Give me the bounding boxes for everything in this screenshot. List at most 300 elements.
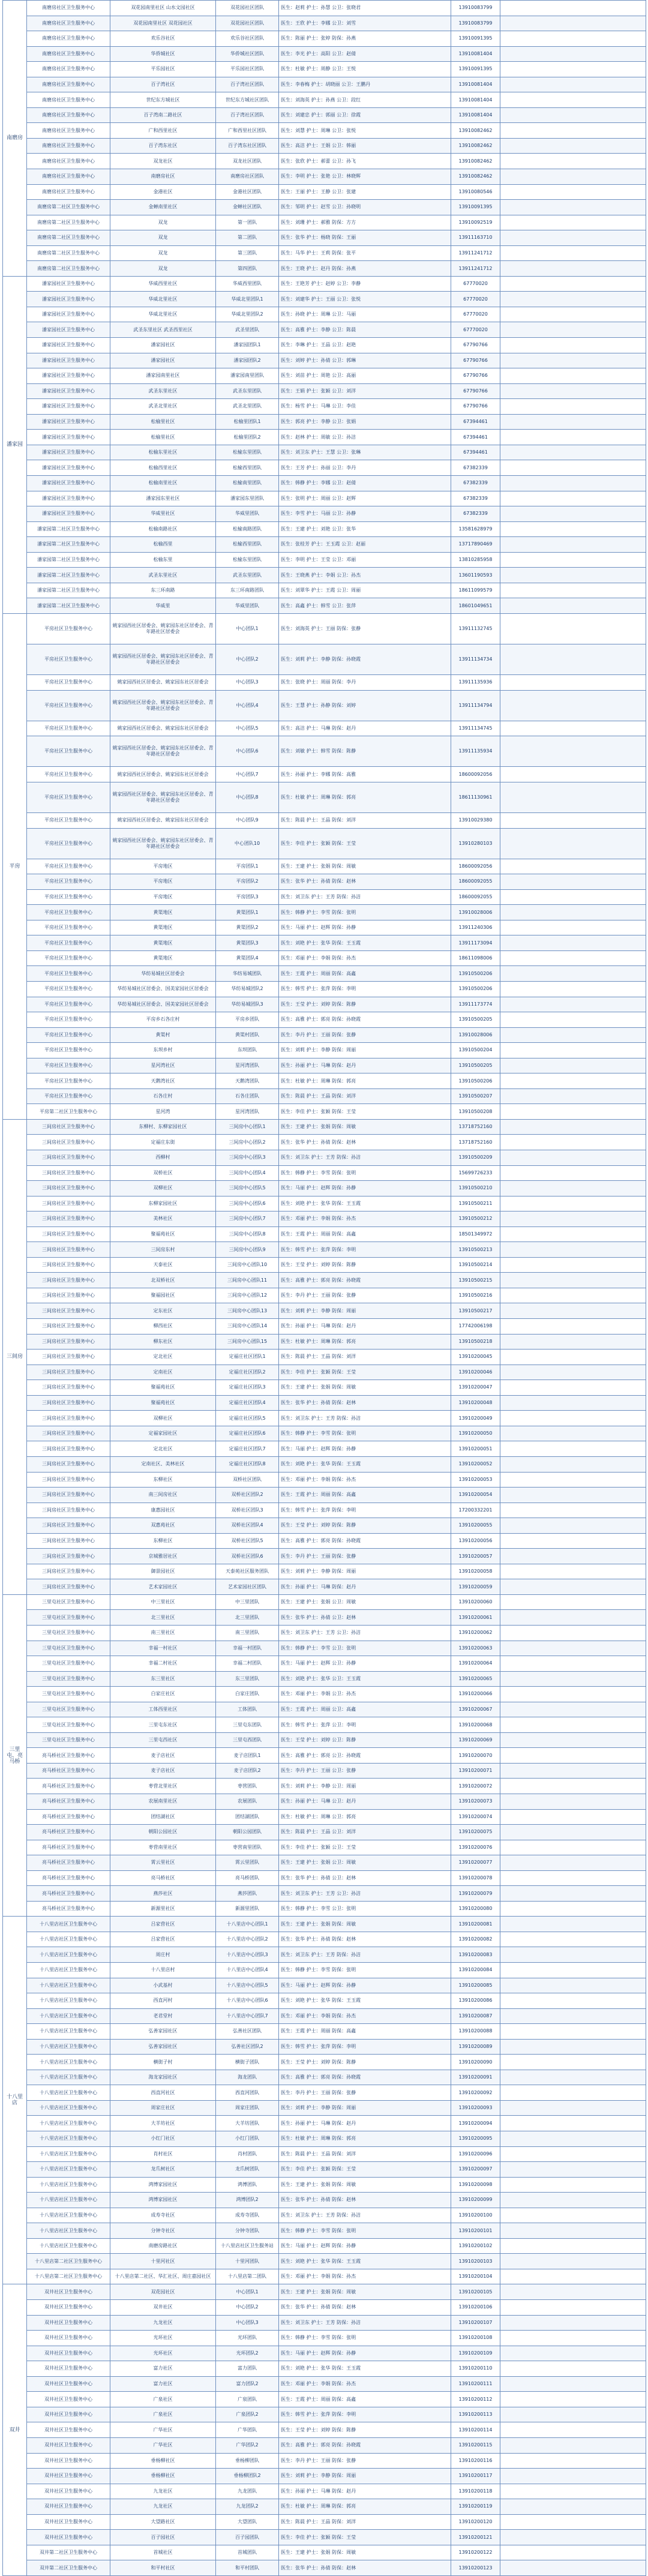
- table-row: [3, 935, 646, 951]
- team-name-cell: 垂杨柳团队: [216, 2453, 279, 2469]
- table-row: [3, 1702, 646, 1717]
- team-name-cell: 分钟寺团队: [216, 2223, 279, 2239]
- table-row: [3, 644, 646, 674]
- team-members-cell: 医生：邓丽 护士：李娟 防保：孙杰: [279, 950, 451, 966]
- team-members-cell: 医生：刘艳 护士：张华 防保：王玉霞: [279, 1196, 451, 1211]
- team-name-cell: 双龙社区团队: [216, 154, 279, 169]
- team-members-cell: 医生：李佳 护士：张颖 防保：王莹: [279, 2162, 451, 2178]
- team-name-cell: 三间房中心团队1: [216, 1119, 279, 1135]
- blank-cell: [500, 767, 646, 782]
- community-cell: 姚家园西社区居委会、姚家园东社区居委会、青年路社区居委会: [110, 736, 216, 767]
- community-cell: 松榆西里: [110, 537, 216, 553]
- blank-cell: [500, 598, 646, 614]
- phone-cell: 13910200097: [451, 2162, 500, 2178]
- team-name-cell: 中心团队2: [216, 2300, 279, 2316]
- team-members-cell: 医生：高雅 护士：郭亮 防保：孙晓霞: [279, 2070, 451, 2085]
- community-cell: 姚家园西社区居委会、姚家园东社区居委会、青年路社区居委会: [110, 828, 216, 859]
- community-cell: 星河湾: [110, 1104, 216, 1120]
- team-members-cell: 医生：邓丽 护士：李娟 防保：孙杰: [279, 2376, 451, 2392]
- center-name-cell: 南磨房社区卫生服务中心: [27, 123, 110, 139]
- center-name-cell: 南磨房社区卫生服务中心: [27, 16, 110, 31]
- blank-cell: [500, 245, 646, 261]
- team-name-cell: 三间房中心团队8: [216, 1226, 279, 1242]
- center-name-cell: 平房社区卫生服务中心: [27, 997, 110, 1012]
- phone-cell: 13911173094: [451, 935, 500, 951]
- team-members-cell: 医生：王建 护士：张娟 防保：周敏: [279, 1917, 451, 1932]
- team-members-cell: 医生：郭亮 护士：李静 公卫：张娟: [279, 414, 451, 430]
- blank-cell: [500, 950, 646, 966]
- table-row: [3, 1763, 646, 1779]
- center-name-cell: 潘家园第二社区卫生服务中心: [27, 521, 110, 537]
- center-name-cell: 十八里店社区卫生服务中心: [27, 2177, 110, 2193]
- blank-cell: [500, 2499, 646, 2515]
- community-cell: 京城雅居社区: [110, 1549, 216, 1564]
- phone-cell: 13601190593: [451, 568, 500, 583]
- team-members-cell: 医生：刘卫东 护士：王慧 公卫：张琳: [279, 445, 451, 460]
- table-row: [3, 1350, 646, 1365]
- team-name-cell: 三间房中心团队2: [216, 1135, 279, 1150]
- blank-cell: [500, 1886, 646, 1902]
- phone-cell: 13910200072: [451, 1779, 500, 1794]
- phone-cell: 13910200050: [451, 1426, 500, 1441]
- team-name-cell: 定福庄社区团队2: [216, 1365, 279, 1380]
- blank-cell: [500, 2055, 646, 2070]
- team-members-cell: 医生：韩静 护士：李雪 防保：张明: [279, 905, 451, 920]
- team-members-cell: 医生：马丽 护士：赵辉 防保：孙静: [279, 1978, 451, 1993]
- community-cell: 平房地区: [110, 874, 216, 890]
- center-name-cell: 潘家园第二社区卫生服务中心: [27, 537, 110, 553]
- blank-cell: [500, 353, 646, 368]
- team-members-cell: 医生：杨雪 护士：马琳 公卫：李佳: [279, 399, 451, 415]
- community-cell: 潘家园南里社区: [110, 368, 216, 384]
- center-name-cell: 三间房社区卫生服务中心: [27, 1273, 110, 1288]
- table-row: [3, 1840, 646, 1855]
- phone-cell: 13910082462: [451, 123, 500, 139]
- phone-cell: 13910200098: [451, 2177, 500, 2193]
- phone-cell: 13910500205: [451, 1058, 500, 1073]
- team-name-cell: 弘善社区团队2: [216, 2039, 279, 2055]
- center-name-cell: 十八里店社区卫生服务中心: [27, 2131, 110, 2147]
- phone-cell: 13911241712: [451, 261, 500, 277]
- center-name-cell: 潘家园社区卫生服务中心: [27, 292, 110, 307]
- phone-cell: 13910200049: [451, 1411, 500, 1426]
- table-row: [3, 276, 646, 292]
- phone-cell: 67770020: [451, 292, 500, 307]
- team-name-cell: 十八里店中心团队3: [216, 1947, 279, 1963]
- center-name-cell: 南磨房社区卫生服务中心: [27, 169, 110, 185]
- team-name-cell: 广华团队2: [216, 2437, 279, 2453]
- table-row: [3, 1165, 646, 1181]
- team-members-cell: 医生：王娟 护士：张颖 公卫：刘洋: [279, 383, 451, 399]
- phone-cell: 13911134794: [451, 690, 500, 721]
- team-members-cell: 医生：杜敏 护士：周琳 防保：郭亮: [279, 1073, 451, 1089]
- team-name-cell: 东三环南路团队: [216, 583, 279, 598]
- community-cell: 武圣东里社区 武圣西里社区: [110, 322, 216, 338]
- blank-cell: [500, 2484, 646, 2499]
- community-cell: 松榆东里: [110, 552, 216, 568]
- phone-cell: 13910082462: [451, 169, 500, 185]
- center-name-cell: 三里屯社区卫生服务中心: [27, 1687, 110, 1702]
- center-name-cell: 潘家园社区卫生服务中心: [27, 353, 110, 368]
- center-name-cell: 三间房社区卫生服务中心: [27, 1119, 110, 1135]
- center-name-cell: 南磨房社区卫生服务中心: [27, 184, 110, 200]
- phone-cell: 18611099579: [451, 583, 500, 598]
- team-members-cell: 医生：王建 护士：张娟 防保：周敏: [279, 2177, 451, 2193]
- team-members-cell: 医生：孙丽 护士：马琳 防保：赵丹: [279, 1579, 451, 1595]
- district-cell: 十八里店: [3, 1917, 27, 2284]
- community-cell: 华威里社区: [110, 506, 216, 522]
- phone-cell: 13910081404: [451, 107, 500, 123]
- community-cell: 百子湾社区: [110, 77, 216, 92]
- blank-cell: [500, 828, 646, 859]
- center-name-cell: 三间房社区卫生服务中心: [27, 1181, 110, 1196]
- team-name-cell: 百子园团队: [216, 2530, 279, 2545]
- community-cell: 华威北里社区: [110, 307, 216, 322]
- team-members-cell: 医生：马华 护士：王莉 防保：张平: [279, 245, 451, 261]
- community-cell: 广华社区: [110, 2437, 216, 2453]
- team-name-cell: 松榆西里团队: [216, 460, 279, 476]
- blank-cell: [500, 644, 646, 674]
- team-name-cell: 石各庄团队: [216, 1088, 279, 1104]
- phone-cell: 13910200054: [451, 1488, 500, 1503]
- blank-cell: [500, 905, 646, 920]
- team-name-cell: 三间房中心团队5: [216, 1181, 279, 1196]
- team-name-cell: 团结湖团队: [216, 1809, 279, 1825]
- team-members-cell: 医生：刘艳 护士：张华 防保：王玉霞: [279, 2254, 451, 2269]
- community-cell: 定东社区: [110, 1303, 216, 1319]
- center-name-cell: 十八里店社区卫生服务中心: [27, 2008, 110, 2024]
- phone-cell: 18600092055: [451, 874, 500, 890]
- center-name-cell: 平房社区卫生服务中心: [27, 721, 110, 736]
- team-name-cell: 松榆南路团队: [216, 521, 279, 537]
- center-name-cell: 亮马桥社区卫生服务中心: [27, 1855, 110, 1871]
- team-members-cell: 医生：马丽 护士：赵辉 防保：孙静: [279, 2238, 451, 2254]
- blank-cell: [500, 1380, 646, 1396]
- table-row: [3, 1779, 646, 1794]
- phone-cell: 13910200076: [451, 1840, 500, 1855]
- community-cell: 武圣北里社区: [110, 399, 216, 415]
- table-row: [3, 2008, 646, 2024]
- table-row: [3, 568, 646, 583]
- table-row: [3, 200, 646, 215]
- table-row: [3, 966, 646, 982]
- blank-cell: [500, 1594, 646, 1610]
- center-name-cell: 十八里店社区卫生服务中心: [27, 1963, 110, 1978]
- table-row: [3, 92, 646, 108]
- table-row: [3, 2039, 646, 2055]
- table-row: [3, 46, 646, 62]
- community-cell: 双花园南里社区 双花园社区: [110, 16, 216, 31]
- team-members-cell: 医生：杜敏 护士：周琳 公卫：郭亮: [279, 1809, 451, 1825]
- community-cell: 三间房东村: [110, 1242, 216, 1258]
- team-members-cell: 医生：王莹 护士：刘婷 防保：陈静: [279, 2422, 451, 2438]
- table-row: [3, 2254, 646, 2269]
- table-body: [3, 1, 646, 2576]
- table-row: [3, 1088, 646, 1104]
- team-members-cell: 医生：刘莉 护士：李静 防保：周丽: [279, 2469, 451, 2484]
- community-cell: 松榆南里社区: [110, 475, 216, 491]
- phone-cell: 13910080546: [451, 184, 500, 200]
- team-members-cell: 医生：刘莉 护士：李静 公卫：周丽: [279, 1779, 451, 1794]
- blank-cell: [500, 2100, 646, 2116]
- community-cell: 横街子村: [110, 2055, 216, 2070]
- blank-cell: [500, 1, 646, 16]
- team-name-cell: 工体团队: [216, 1702, 279, 1717]
- phone-cell: 13910200101: [451, 2223, 500, 2239]
- team-name-cell: 十八里店中心团队7: [216, 2008, 279, 2024]
- community-cell: 姚家园西社区居委会、姚家园东社区居委会、青年路社区居委会: [110, 782, 216, 812]
- community-cell: 北双桥社区: [110, 1273, 216, 1288]
- team-name-cell: 华威里团队: [216, 506, 279, 522]
- table-row: [3, 2560, 646, 2576]
- team-members-cell: 医生：刘婷 护士：孙倩 公卫：郭琳: [279, 353, 451, 368]
- table-row: [3, 1564, 646, 1579]
- center-name-cell: 三里屯社区卫生服务中心: [27, 1656, 110, 1672]
- center-name-cell: 十八里店社区卫生服务中心: [27, 2116, 110, 2131]
- team-name-cell: 横街子团队: [216, 2055, 279, 2070]
- blank-cell: [500, 1257, 646, 1273]
- table-row: [3, 2300, 646, 2316]
- blank-cell: [500, 322, 646, 338]
- team-members-cell: 医生：刘卫东 护士：王芳 防保：孙洁: [279, 1947, 451, 1963]
- table-row: [3, 537, 646, 553]
- community-cell: 艺术家园社区: [110, 1579, 216, 1595]
- team-name-cell: 中心团队4: [216, 690, 279, 721]
- center-name-cell: 平房社区卫生服务中心: [27, 782, 110, 812]
- center-name-cell: 双井社区卫生服务中心: [27, 2361, 110, 2377]
- center-name-cell: 亮马桥社区卫生服务中心: [27, 1901, 110, 1917]
- table-row: [3, 1488, 646, 1503]
- phone-cell: 13910200057: [451, 1549, 500, 1564]
- phone-cell: 13910200055: [451, 1518, 500, 1534]
- blank-cell: [500, 2085, 646, 2101]
- team-members-cell: 医生：张欣 护士：郝蕾 公卫：孙飞: [279, 154, 451, 169]
- community-cell: 垂杨柳社区: [110, 2453, 216, 2469]
- phone-cell: 67394461: [451, 445, 500, 460]
- team-name-cell: 第四团队: [216, 261, 279, 277]
- community-cell: 和平村社区: [110, 2560, 216, 2576]
- phone-cell: 67790766: [451, 399, 500, 415]
- center-name-cell: 十八里店社区卫生服务中心: [27, 2193, 110, 2208]
- table-row: [3, 123, 646, 139]
- team-members-cell: 医生：刘卫东 护士：王芳 防保：孙洁: [279, 1150, 451, 1166]
- phone-cell: 13910200061: [451, 1610, 500, 1626]
- center-name-cell: 三间房社区卫生服务中心: [27, 1350, 110, 1365]
- table-row: [3, 859, 646, 874]
- table-row: [3, 154, 646, 169]
- center-name-cell: 双井社区卫生服务中心: [27, 2284, 110, 2300]
- community-cell: 双龙社区: [110, 154, 216, 169]
- blank-cell: [500, 1456, 646, 1472]
- table-row: [3, 889, 646, 905]
- team-name-cell: 三间房中心团队6: [216, 1196, 279, 1211]
- table-row: [3, 2484, 646, 2499]
- center-name-cell: 平房社区卫生服务中心: [27, 1027, 110, 1043]
- community-cell: 松榆西里社区: [110, 460, 216, 476]
- blank-cell: [500, 1196, 646, 1211]
- team-members-cell: 医生：张明 护士：周丽 公卫：赵辉: [279, 491, 451, 506]
- phone-cell: 13910500218: [451, 1334, 500, 1350]
- blank-cell: [500, 736, 646, 767]
- phone-cell: 67770020: [451, 276, 500, 292]
- community-cell: 姚家园西社区居委会、姚家园东社区居委会: [110, 675, 216, 691]
- table-row: [3, 322, 646, 338]
- phone-cell: 13910200095: [451, 2131, 500, 2147]
- team-members-cell: 医生：刘翠华 护士：王霞 公卫：周丽: [279, 583, 451, 598]
- center-name-cell: 平房社区卫生服务中心: [27, 950, 110, 966]
- community-cell: 九龙社区: [110, 2499, 216, 2515]
- phone-cell: 13910081404: [451, 92, 500, 108]
- team-members-cell: 医生：马丽 护士：赵辉 防保：孙静: [279, 1441, 451, 1457]
- blank-cell: [500, 1319, 646, 1335]
- table-row: [3, 368, 646, 384]
- team-name-cell: 松榆东里团队: [216, 445, 279, 460]
- community-cell: 华威西里社区: [110, 276, 216, 292]
- center-name-cell: 平房社区卫生服务中心: [27, 859, 110, 874]
- table-row: [3, 2024, 646, 2040]
- community-cell: 三里屯东社区: [110, 1717, 216, 1733]
- team-name-cell: 亮马桥团队: [216, 1870, 279, 1886]
- center-name-cell: 三间房社区卫生服务中心: [27, 1503, 110, 1518]
- team-name-cell: 光环团队: [216, 2331, 279, 2346]
- team-name-cell: 燕莎团队: [216, 1886, 279, 1902]
- community-cell: 华纺易城社区居委会、国美家园社区居委会: [110, 982, 216, 997]
- team-members-cell: 医生：李佳 护士：张颖 防保：王莹: [279, 1365, 451, 1380]
- center-name-cell: 三间房社区卫生服务中心: [27, 1456, 110, 1472]
- team-members-cell: 医生：刘珊 护士：郝雅 防保：方方: [279, 215, 451, 230]
- center-name-cell: 潘家园第二社区卫生服务中心: [27, 568, 110, 583]
- blank-cell: [500, 2545, 646, 2560]
- team-members-cell: 医生：韩静 护士：李雪 防保：张明: [279, 1963, 451, 1978]
- phone-cell: 13910200116: [451, 2453, 500, 2469]
- team-name-cell: 弘善社区团队: [216, 2024, 279, 2040]
- center-name-cell: 十八里店社区卫生服务中心: [27, 1993, 110, 2009]
- community-cell: 大望路社区: [110, 2514, 216, 2530]
- team-name-cell: 广和西里社区团队: [216, 123, 279, 139]
- center-name-cell: 亮马桥社区卫生服务中心: [27, 1886, 110, 1902]
- community-cell: 富力社区: [110, 2361, 216, 2377]
- table-row: [3, 1917, 646, 1932]
- team-name-cell: 中心团队6: [216, 736, 279, 767]
- blank-cell: [500, 1917, 646, 1932]
- team-name-cell: 松榆里团队2: [216, 430, 279, 445]
- table-row: [3, 2331, 646, 2346]
- phone-cell: 15699726233: [451, 1165, 500, 1181]
- blank-cell: [500, 2070, 646, 2085]
- team-name-cell: 十八里店中心团队6: [216, 1993, 279, 2009]
- community-cell: 双桥社区: [110, 1165, 216, 1181]
- team-members-cell: 医生：王建 护士：张娟 公卫：周敏: [279, 1855, 451, 1871]
- team-members-cell: 医生：刘艳 护士：张华 防保：王玉霞: [279, 1456, 451, 1472]
- blank-cell: [500, 1135, 646, 1150]
- community-cell: 枣营北里社区: [110, 1779, 216, 1794]
- team-members-cell: 医生：马丽 护士：赵辉 防保：孙静: [279, 920, 451, 935]
- community-cell: 麦子店社区: [110, 1748, 216, 1764]
- team-name-cell: 潘家园团队2: [216, 353, 279, 368]
- blank-cell: [500, 2177, 646, 2193]
- blank-cell: [500, 1088, 646, 1104]
- center-name-cell: 亮马桥社区卫生服务中心: [27, 1763, 110, 1779]
- team-name-cell: 三间房中心团队7: [216, 1211, 279, 1227]
- table-row: [3, 1257, 646, 1273]
- center-name-cell: 三间房社区卫生服务中心: [27, 1472, 110, 1488]
- team-name-cell: 中心团队1: [216, 2284, 279, 2300]
- team-members-cell: 医生：张华 护士：杨晓 防保：王丽: [279, 230, 451, 246]
- center-name-cell: 三间房社区卫生服务中心: [27, 1549, 110, 1564]
- team-members-cell: 医生：杜敏 护士：周琳 防保：郭亮: [279, 2499, 451, 2515]
- center-name-cell: 潘家园社区卫生服务中心: [27, 414, 110, 430]
- blank-cell: [500, 1732, 646, 1748]
- team-members-cell: 医生：马丽 护士：赵辉 防保：孙静: [279, 1181, 451, 1196]
- team-members-cell: 医生：张华 护士：孙倩 防保：赵林: [279, 2193, 451, 2208]
- phone-cell: 67790766: [451, 353, 500, 368]
- team-members-cell: 医生：陈晨 护士：王晶 防保：刘洋: [279, 2146, 451, 2162]
- center-name-cell: 平房社区卫生服务中心: [27, 675, 110, 691]
- community-cell: 广华社区: [110, 2422, 216, 2438]
- community-cell: 新源里社区: [110, 1901, 216, 1917]
- team-members-cell: 医生：邓丽 护士：李娟 防保：孙杰: [279, 1472, 451, 1488]
- blank-cell: [500, 1472, 646, 1488]
- center-name-cell: 三间房社区卫生服务中心: [27, 1165, 110, 1181]
- team-name-cell: 三间房中心团队15: [216, 1334, 279, 1350]
- table-row: [3, 1518, 646, 1534]
- blank-cell: [500, 1165, 646, 1181]
- table-row: [3, 1073, 646, 1089]
- team-members-cell: 医生：张华 护士：孙倩 防保：赵林: [279, 2560, 451, 2576]
- center-name-cell: 十八里店第二社区卫生服务中心: [27, 2254, 110, 2269]
- team-members-cell: 医生：高洁 护士：马琳 防保：赵丹: [279, 721, 451, 736]
- community-cell: 御景园社区: [110, 1564, 216, 1579]
- blank-cell: [500, 1656, 646, 1672]
- community-cell: 麦子店社区: [110, 1763, 216, 1779]
- table-row: [3, 920, 646, 935]
- table-row: [3, 1196, 646, 1211]
- center-name-cell: 三间房社区卫生服务中心: [27, 1303, 110, 1319]
- phone-cell: 13910200104: [451, 2269, 500, 2284]
- center-name-cell: 三间房社区卫生服务中心: [27, 1257, 110, 1273]
- blank-cell: [500, 2008, 646, 2024]
- team-name-cell: 三间房中心团队3: [216, 1150, 279, 1166]
- blank-cell: [500, 521, 646, 537]
- table-row: [3, 1395, 646, 1411]
- table-row: [3, 583, 646, 598]
- blank-cell: [500, 307, 646, 322]
- phone-cell: 13910200045: [451, 1350, 500, 1365]
- center-name-cell: 平房社区卫生服务中心: [27, 905, 110, 920]
- phone-cell: 13910081404: [451, 77, 500, 92]
- blank-cell: [500, 935, 646, 951]
- center-name-cell: 亮马桥社区卫生服务中心: [27, 1825, 110, 1840]
- team-members-cell: 医生：王莹 护士：刘婷 防保：陈静: [279, 1257, 451, 1273]
- community-cell: 吕家营社区: [110, 1917, 216, 1932]
- blank-cell: [500, 1181, 646, 1196]
- team-members-cell: 医生：韩静 护士：李雪 防保：张明: [279, 2223, 451, 2239]
- community-cell: 柳东社区: [110, 1334, 216, 1350]
- community-cell: 百子湾南二路社区: [110, 107, 216, 123]
- table-row: [3, 721, 646, 736]
- table-row: [3, 2453, 646, 2469]
- team-members-cell: 医生：孙丽 护士：马琳 公卫：赵丹: [279, 1794, 451, 1809]
- community-cell: 黄渠地区: [110, 905, 216, 920]
- center-name-cell: 十八里店社区卫生服务中心: [27, 1978, 110, 1993]
- phone-cell: 13910500217: [451, 1303, 500, 1319]
- table-row: [3, 1472, 646, 1488]
- table-row: [3, 2177, 646, 2193]
- community-cell: 东柳家园社区: [110, 1196, 216, 1211]
- phone-cell: 13910083799: [451, 16, 500, 31]
- table-row: [3, 2407, 646, 2422]
- team-members-cell: 医生：李琳 护士：王晶 公卫：赵艳: [279, 338, 451, 353]
